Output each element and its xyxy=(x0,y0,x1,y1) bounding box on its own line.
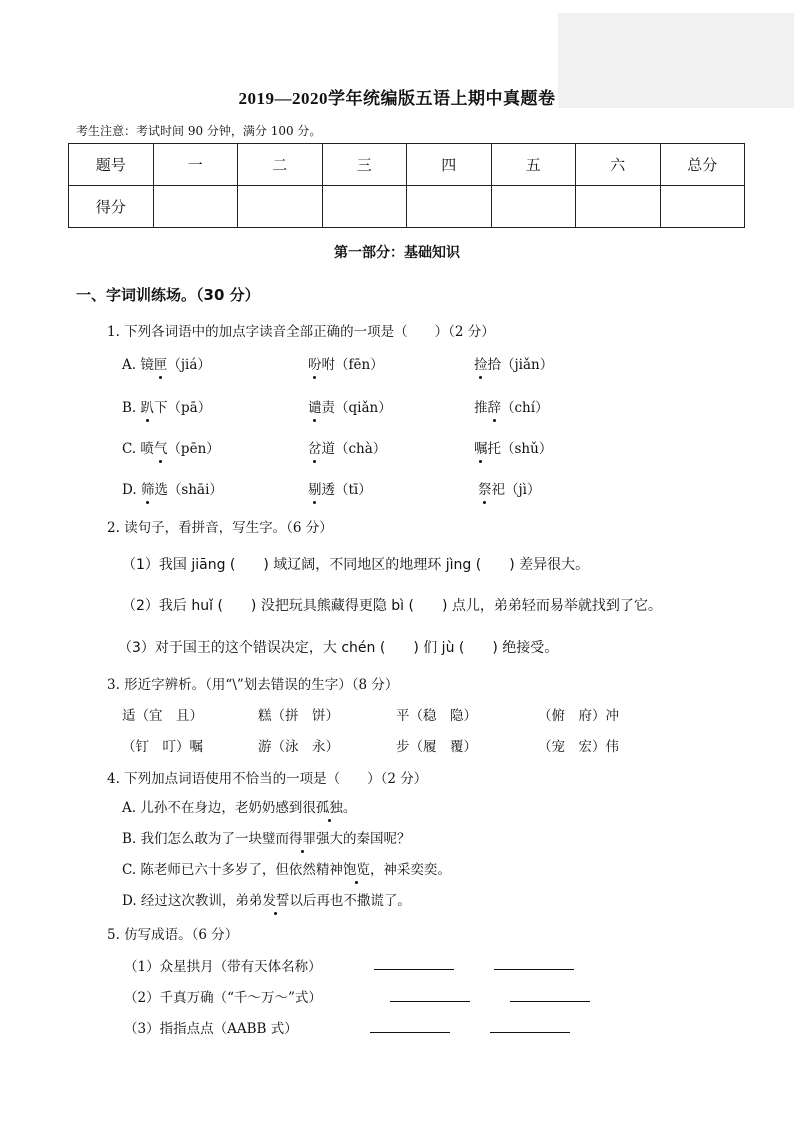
answer-blank[interactable] xyxy=(374,969,454,970)
q1-option-c-1: C. 喷气（pēn） xyxy=(122,441,220,457)
answer-blank[interactable] xyxy=(390,1001,470,1002)
score-table-score-row xyxy=(69,186,745,228)
q1-option-a-1: A. 镜匣（jiá） xyxy=(122,357,211,373)
part-title: 第一部分：基础知识 xyxy=(334,245,460,261)
q3-item: 步（履 覆） xyxy=(396,739,477,755)
answer-blank[interactable] xyxy=(490,1032,570,1033)
q3-item: 平（稳 隐） xyxy=(396,708,477,724)
q1-option-a-3: 捡拾（jiǎn） xyxy=(474,357,554,373)
table-cell: 一 xyxy=(153,144,238,186)
q1-option-b-2: 谴责（qiǎn） xyxy=(308,400,392,416)
q3-item: 糕（拼 饼） xyxy=(258,708,339,724)
exam-notice: 考生注意：考试时间 90 分钟，满分 100 分。 xyxy=(76,124,322,138)
score-entry-cell[interactable] xyxy=(322,186,407,228)
q1-option-c-2: 岔道（chà） xyxy=(308,441,387,457)
q3-item: 游（泳 永） xyxy=(258,739,339,755)
q4-option-a: A. 儿孙不在身边，老奶奶感到很孤独。 xyxy=(122,800,357,816)
q3-item: （钉 叮）嘱 xyxy=(122,739,203,755)
q1-option-d-1: D. 筛选（shāi） xyxy=(122,482,223,498)
table-cell: 六 xyxy=(576,144,661,186)
section-title: 一、字词训练场。（30 分） xyxy=(76,286,260,304)
q5-item-2: （2）千真万确（“千～万～”式） xyxy=(124,990,322,1006)
q1-option-d-2: 剔透（tī） xyxy=(308,482,372,498)
score-entry-cell[interactable] xyxy=(660,186,745,228)
table-cell: 三 xyxy=(322,144,407,186)
q2-line-2: （2）我后 huǐ ( ) 没把玩具熊藏得更隐 bì ( ) 点儿，弟弟轻而易举就找到了它。 xyxy=(122,598,662,614)
q4-option-c: C. 陈老师已六十多岁了，但依然精神饱览，神采奕奕。 xyxy=(122,862,451,878)
score-entry-cell[interactable] xyxy=(576,186,661,228)
q2-line-3: （3）对于国王的这个错误决定，大 chén ( ) 们 jù ( ) 绝接受。 xyxy=(118,640,559,656)
question-2-stem: 2. 读句子，看拼音，写生字。（6 分） xyxy=(107,520,333,536)
q1-option-b-1: B. 趴下（pā） xyxy=(122,400,212,416)
q3-item: （俯 府）冲 xyxy=(538,708,619,724)
answer-blank[interactable] xyxy=(494,969,574,970)
q1-option-a-2: 吩咐（fēn） xyxy=(308,357,384,373)
question-4-stem: 4. 下列加点词语使用不恰当的一项是（ ）（2 分） xyxy=(107,771,428,787)
q4-option-d: D. 经过这次教训，弟弟发誓以后再也不撒谎了。 xyxy=(122,893,411,909)
q1-option-d-3: 祭祀（jì） xyxy=(478,482,541,498)
q1-option-c-3: 嘱托（shǔ） xyxy=(474,441,553,457)
q2-line-1: （1）我国 jiāng ( ) 域辽阔，不同地区的地理环 jìng ( ) 差异很大。 xyxy=(122,557,590,573)
q5-item-3: （3）指指点点（AABB 式） xyxy=(124,1021,298,1037)
table-cell: 得分 xyxy=(69,186,154,228)
q3-item: （宠 宏）伟 xyxy=(538,739,619,755)
question-1-stem: 1. 下列各词语中的加点字读音全部正确的一项是（ ）（2 分） xyxy=(107,324,495,340)
score-table-header-row xyxy=(69,144,745,186)
table-cell: 题号 xyxy=(69,144,154,186)
page-title: 2019—2020学年统编版五语上期中真题卷 xyxy=(238,89,556,108)
table-cell: 四 xyxy=(407,144,492,186)
score-table xyxy=(68,143,745,228)
answer-blank[interactable] xyxy=(370,1032,450,1033)
score-entry-cell[interactable] xyxy=(407,186,492,228)
answer-blank[interactable] xyxy=(510,1001,590,1002)
score-entry-cell[interactable] xyxy=(491,186,576,228)
q1-option-b-3: 推辞（chí） xyxy=(474,400,549,416)
question-5-stem: 5. 仿写成语。（6 分） xyxy=(107,927,239,943)
table-cell: 总分 xyxy=(660,144,745,186)
q5-item-1: （1）众星拱月（带有天体名称） xyxy=(124,959,322,975)
table-cell: 五 xyxy=(491,144,576,186)
table-cell: 二 xyxy=(238,144,323,186)
q3-item: 适（宜 且） xyxy=(122,708,203,724)
score-entry-cell[interactable] xyxy=(238,186,323,228)
score-entry-cell[interactable] xyxy=(153,186,238,228)
question-3-stem: 3. 形近字辨析。（用“\”划去错误的生字）（8 分） xyxy=(107,677,399,693)
q4-option-b: B. 我们怎么敢为了一块璧而得罪强大的秦国呢？ xyxy=(122,831,411,847)
